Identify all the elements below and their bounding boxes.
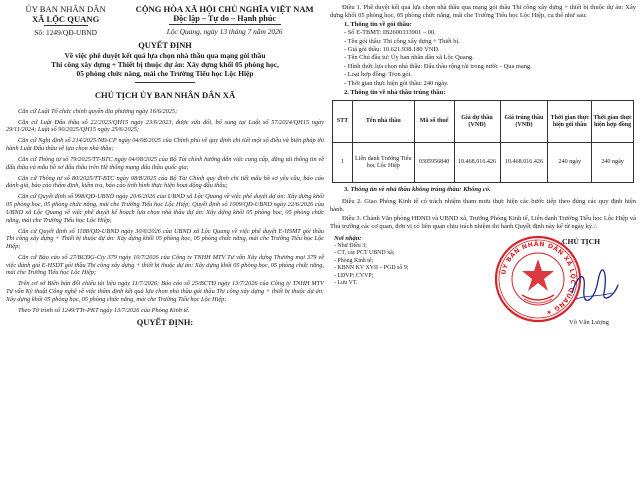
package-info-item: - Hình thức lựa chọn nhà thầu: Đấu thầu rộng rãi trong nước - Qua mạng.: [344, 62, 532, 70]
issue-date: Lộc Quang, ngày 13 tháng 7 năm 2026: [166, 27, 283, 36]
subject-divider: [135, 82, 195, 83]
recipient-item: - CT, các PCT UBND xã;: [334, 250, 395, 257]
handwritten-signature-icon: [568, 263, 620, 311]
recipient-item: - KBNN KV XVII – PGD số 9;: [334, 265, 409, 272]
column-header: STT: [333, 101, 353, 143]
signature-block: [330, 235, 636, 331]
table-cell: 1: [333, 143, 353, 183]
decides-heading: QUYẾT ĐỊNH:: [136, 317, 194, 327]
column-header: Mã số thuế: [414, 101, 454, 143]
decision-subject-line2: Thi công xây dựng + Thiết bị thuộc dự án: Xây dựng khối 05 phòng học,: [51, 60, 279, 70]
legal-basis-item: Trên cơ sở Biên bản đối chiếu tài liệu ngày 11/7/2026; Báo cáo số 25/BCTĐ ngày 13/7/2026 của Công ty TNHH MTV Tư vấn Kỹ thuật Công nghệ về việc thẩm định kết quả lựa chọn nhà thầu gói thầu Thi công xây dựng + thiết bị thuộc dự án: Xây dựng khối 05 phòng học, 05 phòng chức năng, mái che Trường Tiểu học Lộc Hiệp;: [6, 280, 324, 303]
right-column: [330, 4, 636, 331]
section-3-non-winning: 3. Thông tin về nhà thầu không trúng thầu: Không có.: [344, 186, 491, 194]
column-header: Thời gian thực hiện gói thầu: [548, 101, 592, 143]
package-info-item: - Giá gói thầu: 10.621.938.180 VNĐ.: [344, 46, 440, 54]
table-cell: 10.468.016.426: [454, 143, 500, 183]
left-column: [6, 4, 324, 328]
document-number: Số: 1249/QĐ-UBND: [34, 28, 97, 37]
agency-block: [6, 4, 125, 37]
recipient-item: - Phòng Kinh tế;: [334, 257, 374, 264]
signer-area: [480, 235, 636, 331]
table-cell: 0305956840: [414, 143, 454, 183]
legal-basis-item: Căn cứ Luật Đấu thầu số 22/2023/QH15 ngày 23/6/2023, được sửa đổi, bổ sung tại Luật số 57/2024/QH15 ngày 29/11/2024; Luật số 90/2025/QH15 ngày 25/6/2025;: [6, 118, 324, 134]
article-1-intro: Điều 1. Phê duyệt kết quả lựa chọn nhà thầu qua mạng gói thầu Thi công xây dựng + thiết bị thuộc dự án: Xây dựng khối 05 phòng học, 05 phòng chức năng, mái che Trường Tiểu học Lộc Hiệp, cụ thể như sau:: [330, 4, 636, 19]
table-row: [333, 143, 634, 183]
column-header: Giá dự thầu (VNĐ): [454, 101, 500, 143]
package-info-item: - Tên gói thầu: Thi công xây dựng + Thiết bị.: [344, 37, 460, 45]
legal-basis-item: Theo Tờ trình số 1249/TTr-PKT ngày 13/7/2026 của Phòng Kinh tế.: [18, 306, 190, 314]
issuing-authority: CHỦ TỊCH ỦY BAN NHÂN DÂN XÃ: [94, 89, 236, 100]
svg-text:ỦY BAN NHÂN DÂN XÃ LỘC QUANG ★: ỦY BAN NHÂN DÂN XÃ LỘC QUANG ★: [500, 240, 577, 316]
recipients-title: Nơi nhận:: [334, 234, 362, 242]
legal-basis-item: Căn cứ Báo cáo số 27/BCĐG-Cty 379 ngày 10/7/2026 của Công ty TNHH MTV Tư vấn Xây dựng Thương mại 379 về việc đánh giá E-HSDT gói thầu Thi công xây dựng + thiết bị thuộc dự án: Xây dựng khối 05 phòng học, 05 phòng chức năng, mái che Trường Tiểu học Lộc Hiệp;: [6, 253, 324, 277]
table-cell: 10.468.016.426: [500, 143, 548, 183]
national-header: [125, 4, 324, 37]
column-header: Giá trúng thầu (VNĐ): [500, 101, 548, 143]
package-info-item: - Thời gian thực hiện gói thầu: 240 ngày.: [344, 79, 449, 87]
legal-basis-item: Căn cứ Thông tư số 80/2025/TT-BTC ngày 08/8/2025 của Bộ Tài Chính quy định chi tiết mẫu hồ sơ yêu cầu, báo cáo đánh giá, báo cáo thẩm định, kiểm tra, báo cáo tình hình thực hiện hoạt động đấu thầu;: [6, 174, 324, 190]
section-2-title: 2. Thông tin về nhà thầu trúng thầu:: [344, 89, 446, 97]
agency-name-line2: XÃ LỘC QUANG: [31, 14, 100, 24]
agency-name-line1: ỦY BAN NHÂN DÂN: [25, 4, 106, 14]
table-header-row: [333, 101, 634, 143]
country-name: CỘNG HÒA XÃ HỘI CHỦ NGHĨA VIỆT NAM: [135, 4, 314, 14]
article-2: Điều 2. Giao Phòng Kinh tế có trách nhiệm tham mưu thực hiện các bước tiếp theo đúng các quy định hiện hành.: [330, 197, 636, 213]
decision-subject-line1: Về việc phê duyệt kết quả lựa chọn nhà thầu qua mạng gói thầu: [64, 51, 266, 60]
legal-basis-item: Căn cứ Quyết định số 1188/QĐ-UBND ngày 30/6/2026 của UBND xã Lộc Quang về việc phê duyệt E-HSMT gói thầu Thi công xây dựng + Thiết bị thuộc dự án: Xây dựng khối 05 phòng học, 05 phòng chức năng, mái che Trường Tiểu học Lộc Hiệp;: [6, 227, 324, 250]
table-cell: 240 ngày: [548, 143, 592, 183]
national-motto: Độc lập – Tự do – Hạnh phúc: [173, 14, 277, 23]
motto-underline: [169, 24, 281, 25]
decision-title: QUYẾT ĐỊNH: [138, 41, 192, 50]
document-header: [6, 4, 324, 37]
column-header: Thời gian thực hiện hợp đồng: [592, 101, 634, 143]
agency-underline: [44, 25, 88, 26]
article-3: Điều 3. Chánh Văn phòng HĐND và UBND xã, Trưởng Phòng Kinh tế, Liên danh Trường Tiểu học Lộc Hiệp và Thủ trưởng các cơ quan, đơn vị có liên quan chịu trách nhiệm thi hành Quyết định này kể từ ngày ký./.: [330, 214, 636, 230]
package-info-item: - Loại hợp đồng: Trọn gói.: [344, 71, 412, 79]
recipient-item: - LĐVP; CVVP;: [334, 272, 374, 279]
legal-basis-item: Căn cứ Luật Tổ chức chính quyền địa phương ngày 16/6/2025;: [18, 107, 178, 115]
recipient-item: - Như Điều 3;: [334, 242, 367, 249]
package-info-item: - Tên Chủ đầu tư: Ủy ban nhân dân xã Lộc Quang.: [344, 54, 474, 62]
decision-subject-line3: 05 phòng chức năng, mái che Trường Tiểu học Lộc Hiệp: [76, 69, 254, 79]
legal-basis-item: Căn cứ Thông tư số 79/2025/TT-BTC ngày 04/08/2025 của Bộ Tài chính hướng dẫn việc cung cấp, đăng tải thông tin về đấu thầu và mẫu hồ sơ đấu thầu trên Hệ thống mạng đấu thầu quốc gia;: [6, 156, 324, 171]
recipient-item: - Lưu VT.: [334, 280, 358, 287]
legal-bases: [6, 108, 324, 315]
winning-bidder-table: [332, 100, 634, 183]
section-1-title: 1. Thông tin về gói thầu:: [344, 20, 412, 28]
column-header: Tên nhà thầu: [352, 101, 414, 143]
legal-basis-item: Căn cứ Quyết định số 998/QĐ-UBND ngày 20/6/2026 của UBND xã Lộc Quang về việc phê duyệt dự án: Xây dựng khối 05 phòng học, 05 phòng chức năng, mái che Trường Tiểu học Lộc Hiệp; Quyết định số 1009/QĐ-UBND ngày 22/6/2026 của UBND xã Lộc Quang về việc phê duyệt kế hoạch lựa chọn nhà thầu dự án: Xây dựng khối 05 phòng học, 05 phòng chức năng, mái che Trường Tiểu học Lộc Hiệp;: [6, 193, 324, 224]
signer-name: Võ Văn Lượng: [569, 318, 609, 326]
package-info-item: - Số E-TBMT: IB2600333901 – 00.: [344, 29, 436, 37]
table-cell: Liên danh Trường Tiểu học Lộc Hiệp: [352, 143, 414, 183]
recipients-list: [334, 235, 484, 289]
legal-basis-item: Căn cứ Nghị định số 214/2025/NĐ-CP ngày 04/08/2025 của Chính phủ về quy định chi tiết một số điều và biện pháp thi hành Luật Đấu thầu về lựa chọn nhà thầu;: [6, 137, 324, 153]
table-cell: 240 ngày: [592, 143, 634, 183]
signer-title: CHỦ TỊCH: [561, 236, 601, 246]
